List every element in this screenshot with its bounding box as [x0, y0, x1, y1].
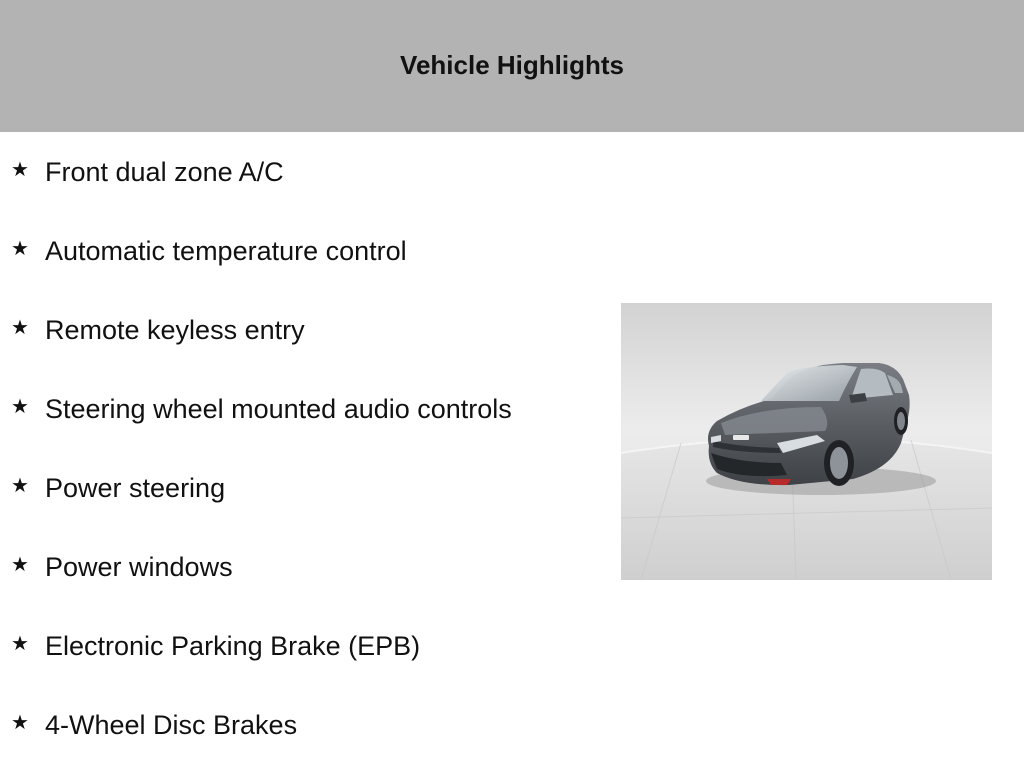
car-illustration: [621, 303, 992, 580]
feature-label: Automatic temperature control: [45, 236, 407, 266]
page-title: Vehicle Highlights: [400, 49, 624, 80]
star-icon: ★: [11, 396, 29, 418]
feature-label: Electronic Parking Brake (EPB): [45, 631, 421, 661]
star-icon: ★: [11, 159, 29, 181]
star-icon: ★: [11, 317, 29, 339]
star-icon: ★: [11, 712, 29, 734]
feature-label: Power windows: [45, 552, 233, 582]
star-icon: ★: [11, 475, 29, 497]
feature-label: 4-Wheel Disc Brakes: [45, 710, 298, 740]
vehicle-photo: [621, 303, 992, 580]
star-icon: ★: [11, 238, 29, 260]
page-header: [0, 0, 1024, 132]
feature-label: Power steering: [45, 473, 226, 503]
feature-label: Steering wheel mounted audio controls: [45, 394, 512, 424]
feature-label: Front dual zone A/C: [45, 157, 284, 187]
feature-label: Remote keyless entry: [45, 315, 305, 345]
star-icon: ★: [11, 554, 29, 576]
star-icon: ★: [11, 633, 29, 655]
